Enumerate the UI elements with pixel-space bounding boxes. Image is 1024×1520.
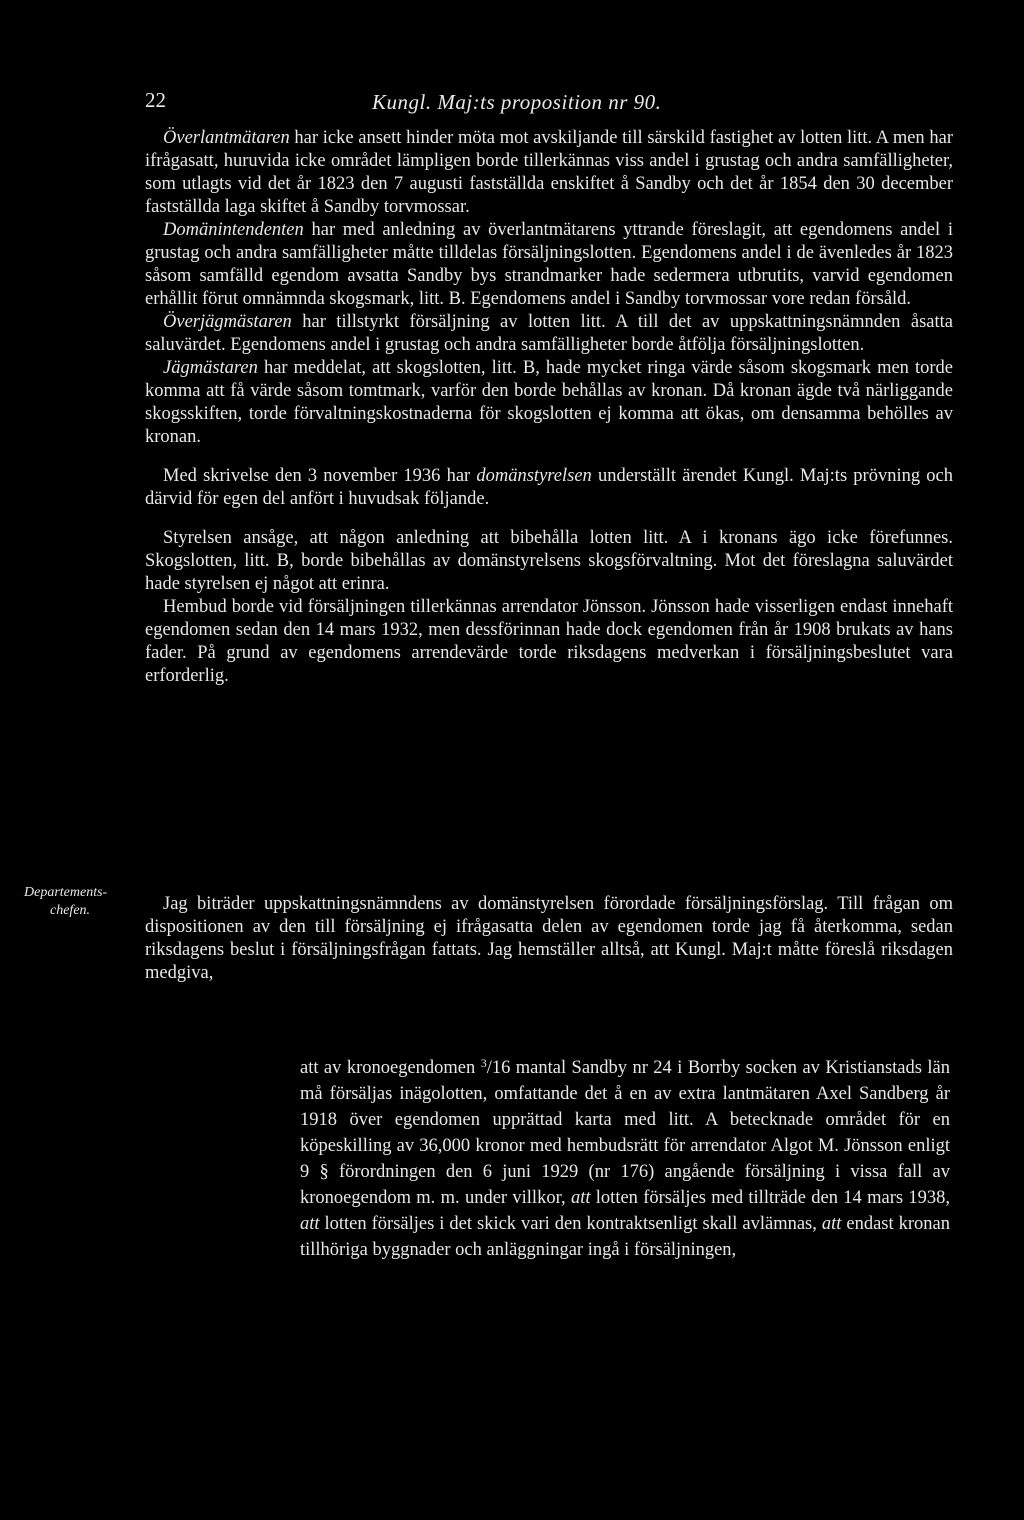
paragraph-departementschefen: Jag biträder uppskattningsnämndens av domänstyrelsen förordade försäljningsförslag. Till frågan om dispositionen av den till försäljning ej ifrågasatta delen av egendomen torde jag få återkomma, sedan riksdagens beslut i försäljningsfrågan fattats. Jag hemställer alltså, att Kungl. Maj:t måtte föreslå riksdagen medgiva,	[145, 894, 953, 983]
proposal-att: att	[570, 1188, 591, 1208]
proposal-att: att	[300, 1214, 320, 1234]
agency-name: Överlantmätaren	[163, 128, 290, 148]
fraction-numerator: 3	[480, 1056, 487, 1070]
agency-name: Överjägmästaren	[163, 312, 292, 332]
paragraph-text: har icke ansett hinder möta mot avskiljande till särskild fastighet av lotten litt. A men har ifrågasatt, huruvida icke området lämpligen borde tillerkännas viss andel i grustag och andra samfälligheter, som utlagts vid det år 1823 den 7 augusti fastställda enskiftet å Sandby och det år 1854 den 30 december fastställda laga skiftet å Sandby torvmossar.	[145, 128, 953, 217]
running-header: Kungl. Maj:ts proposition nr 90.	[372, 90, 662, 114]
paragraph-text: Med skrivelse den 3 november 1936 har	[163, 466, 477, 486]
paragraph-text: har med anledning av överlantmätarens yttrande föreslagit, att egendomens andel i grustag och andra samfälligheter måtte tilldelas försäljningslotten. Egendomens andel i de ävenledes år 1823 såsom samfälld egendom avsatta Sandby bys strandmarker hade sedermera utbrutits, varvid egendomen erhållit förut omnämnda skogsmark, litt. B. Egendomens andel i Sandby torvmossar vore redan försåld.	[145, 220, 953, 309]
paragraph-styrelsen: Styrelsen ansåge, att någon anledning att bibehålla lotten litt. A i kronans ägo icke förefunnes. Skogslotten, litt. B, borde bibehållas av domänstyrelsens skogsförvaltning. Mot det föreslagna saluvärdet hade styrelsen ej något att erinra.	[145, 528, 953, 594]
paragraph-overlantmataren	[145, 127, 953, 219]
proposal-att: att	[821, 1214, 842, 1234]
proposal-text-part: att av kronoegendomen	[300, 1058, 481, 1078]
proposal-paragraph	[300, 1050, 950, 1263]
paragraph-text: har tillstyrkt försäljning av lotten litt. A till det av uppskattningsnämnden åsatta saluvärdet. Egendomens andel i grustag och andra samfälligheter borde åtfölja försäljningslotten.	[145, 312, 953, 355]
agency-name: Domänintendenten	[163, 220, 304, 240]
proposal-text	[300, 1050, 950, 1263]
margin-note-line: chefen.	[50, 903, 91, 918]
agency-name: Jägmästaren	[163, 358, 258, 378]
margin-note	[24, 884, 144, 920]
paragraph-hembud: Hembud borde vid försäljningen tillerkännas arrendator Jönsson. Jönsson hade visserligen endast innehaft egendomen sedan den 14 mars 1932, men dessförinnan hade dock egendomen från år 1908 brukats av hans fader. På grund av egendomens arrendevärde torde riksdagens medverkan i försäljningsbeslutet vara erforderlig.	[145, 597, 953, 686]
paragraph-jagmastaren	[145, 357, 953, 449]
paragraph-domanintendenten	[145, 219, 953, 311]
proposal-text-part: endast kronan tillhöriga byggnader och anläggningar ingå i försäljningen,	[300, 1214, 950, 1260]
margin-note-line: Departements-	[24, 885, 108, 900]
paragraph-domanstyrelsen-intro	[145, 465, 953, 511]
paragraph-text: har meddelat, att skogslotten, litt. B, hade mycket ringa värde såsom skogsmark men torde komma att få värde såsom tomtmark, varför den borde behållas av kronan. Då kronan ägde två närliggande skogsskiften, torde förvaltningskostnaderna för skogslotten ej komma att ökas, om densamma behölles av kronan.	[145, 358, 953, 447]
fraction-denominator: /16	[486, 1058, 511, 1078]
proposal-text-part: lotten försäljes med tillträde den 14 mars 1938,	[590, 1188, 951, 1208]
page-number: 22	[145, 88, 166, 112]
body-text-block	[145, 127, 953, 688]
paragraph-overjagmastaren	[145, 311, 953, 357]
agency-name: domänstyrelsen	[476, 466, 592, 486]
proposal-text-part: mantal Sandby nr 24 i Borrby socken av Kristianstads län må försäljas inägolotten, omfattande det å en av extra lantmätaren Axel Sandberg år 1918 över egendomen upprättad karta med litt. A betecknade området för en köpeskilling av 36,000 kronor med hembudsrätt för arrendator Algot M. Jönsson enligt 9 § förordningen den 6 juni 1929 (nr 176) angående försäljning i vissa fall av kronoegendom m. m. under villkor,	[300, 1058, 950, 1208]
proposal-text-part: lotten försäljes i det skick vari den kontraktsenligt skall avlämnas,	[319, 1214, 822, 1234]
minister-statement	[145, 893, 953, 985]
paragraph-text: underställt ärendet Kungl. Maj:ts prövning och därvid för egen del anfört i huvudsak följande.	[145, 466, 953, 509]
